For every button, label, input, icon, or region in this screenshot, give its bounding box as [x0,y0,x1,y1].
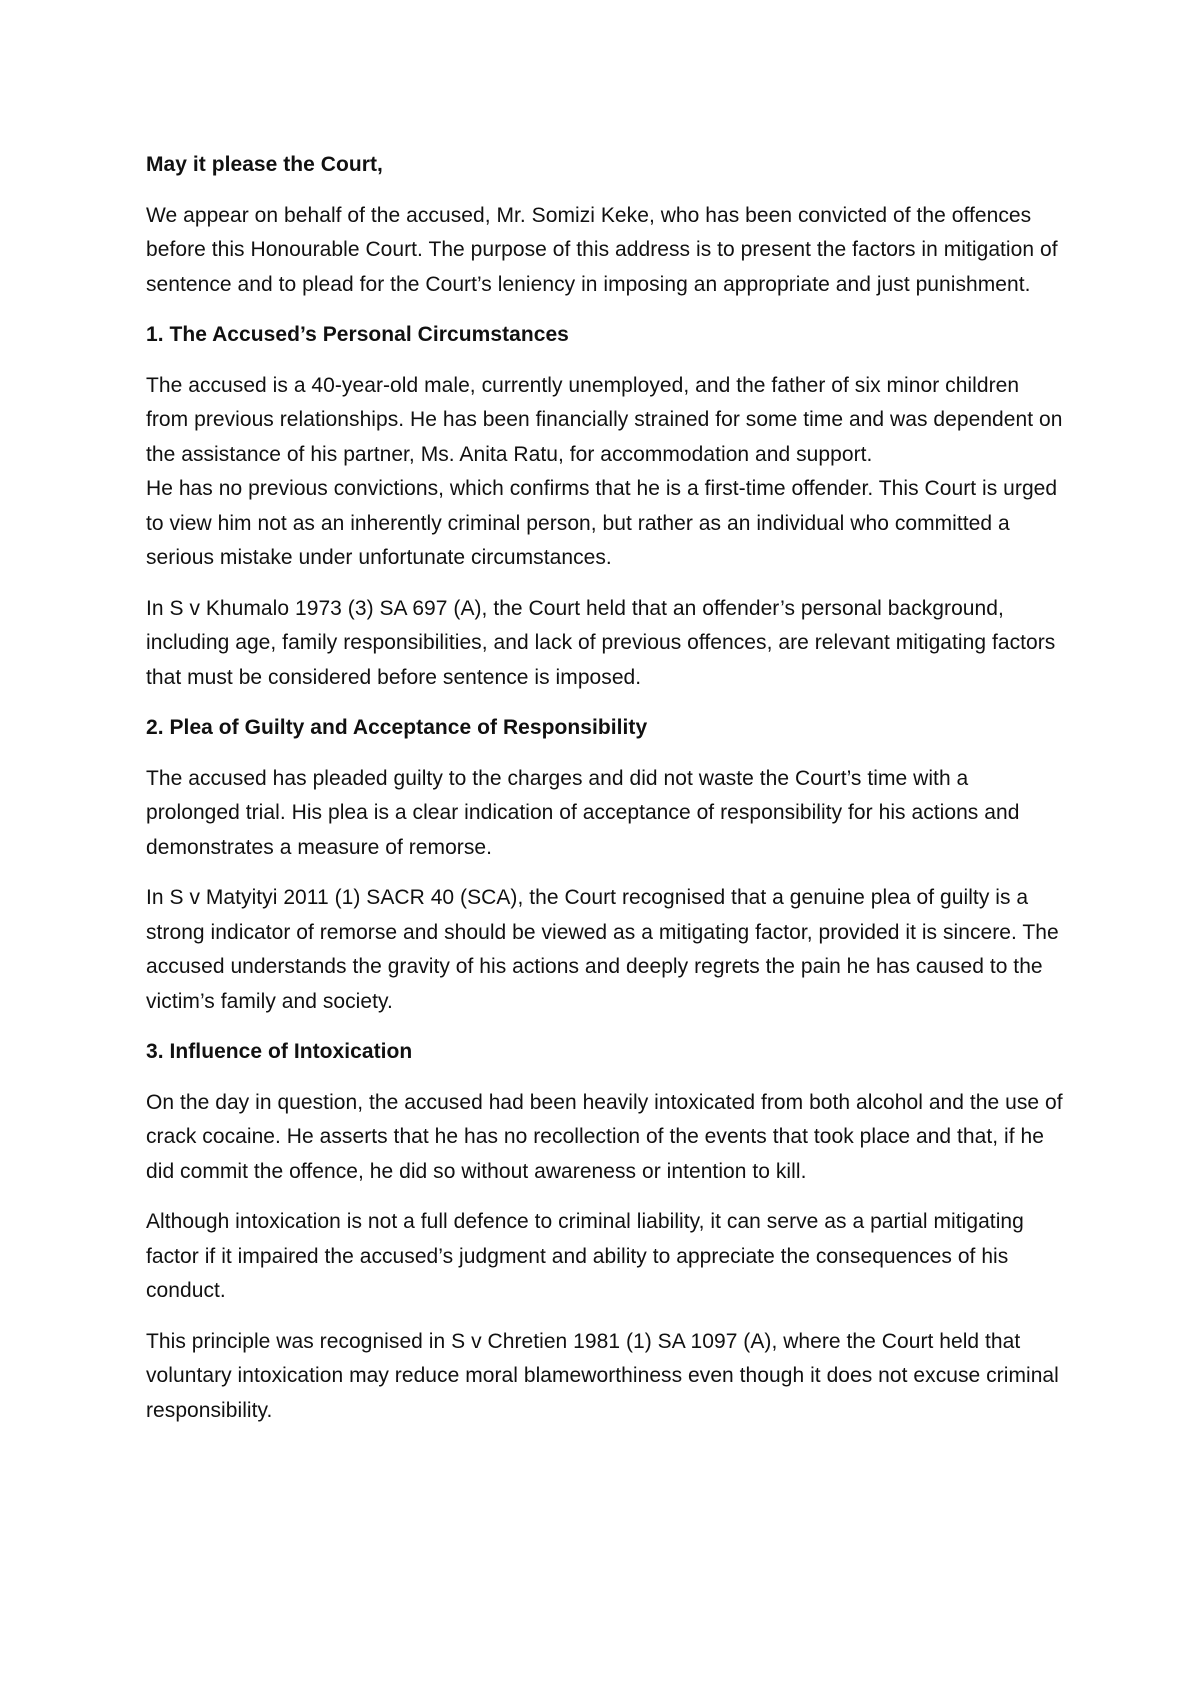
paragraph: Although intoxication is not a full defence to criminal liability, it can serve as a partial mitigating factor if it impaired the accused’s judgment and ability to appreciate the consequences of his conduct. [146,1210,1024,1302]
section-intoxication [146,1035,1066,1428]
section-heading: 1. The Accused’s Personal Circumstances [146,323,569,346]
document-body [146,148,1066,1444]
section-heading: 3. Influence of Intoxication [146,1040,413,1063]
section-plea-of-guilty [146,711,1066,1019]
paragraph: In S v Matyityi 2011 (1) SACR 40 (SCA), the Court recognised that a genuine plea of guilty is a strong indicator of remorse and should be viewed as a mitigating factor, provided it is sincere. The accused understands the gravity of his actions and deeply regrets the pain he has caused to the victim’s family and society. [146,886,1059,1013]
paragraph: This principle was recognised in S v Chretien 1981 (1) SA 1097 (A), where the Court held that voluntary intoxication may reduce moral blameworthiness even though it does not excuse criminal responsibility. [146,1329,1059,1422]
section-heading: 2. Plea of Guilty and Acceptance of Responsibility [146,716,648,739]
paragraph: In S v Khumalo 1973 (3) SA 697 (A), the Court held that an offender’s personal background, including age, family responsibilities, and lack of previous offences, are relevant mitigating factors that must be considered before sentence is imposed. [146,596,1056,689]
section-personal-circumstances [146,318,1066,695]
paragraph: The accused is a 40-year-old male, currently unemployed, and the father of six minor children from previous relationships. He has been financially strained for some time and was dependent on the assistance of his partner, Ms. Anita Ratu, for accommodation and support. [146,373,1063,466]
intro-paragraph: We appear on behalf of the accused, Mr. Somizi Keke, who has been convicted of the offences before this Honourable Court. The purpose of this address is to present the factors in mitigation of sentence and to plead for the Court’s leniency in imposing an appropriate and just punishment. [146,203,1058,296]
paragraph: He has no previous convictions, which confirms that he is a first-time offender. This Court is urged to view him not as an inherently criminal person, but rather as an individual who committed a serious mistake under unfortunate circumstances. [146,477,1058,569]
paragraph: The accused has pleaded guilty to the charges and did not waste the Court’s time with a prolonged trial. His plea is a clear indication of acceptance of responsibility for his actions and demonstrates a measure of remorse. [146,766,1020,859]
greeting: May it please the Court, [146,153,383,176]
paragraph: On the day in question, the accused had been heavily intoxicated from both alcohol and the use of crack cocaine. He asserts that he has no recollection of the events that took place and that, if he did commit the offence, he did so without awareness or intention to kill. [146,1090,1063,1183]
